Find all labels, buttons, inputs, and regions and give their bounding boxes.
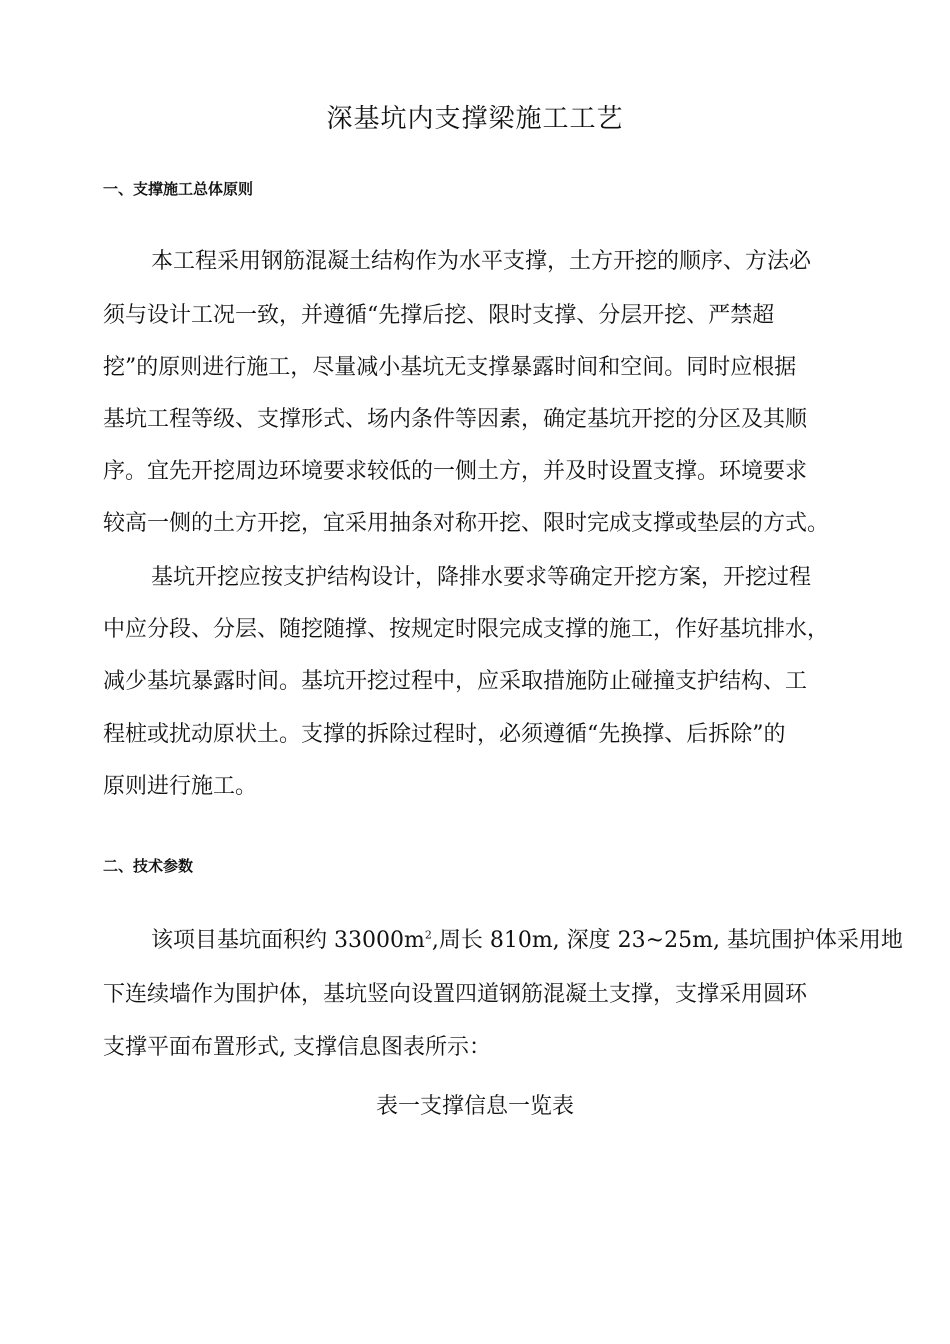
paragraph-line: 基坑开挖应按支护结构设计，降排水要求等确定开挖方案，开挖过程 — [151, 565, 812, 590]
paragraph-line: 支撑平面布置形式, 支撑信息图表所示： — [103, 1035, 491, 1060]
table-caption: 表一支撑信息一览表 — [375, 1094, 574, 1119]
paragraph-text: 该项目基坑面积约 33000m — [151, 928, 425, 953]
paragraph-line: 原则进行施工。 — [103, 774, 258, 799]
paragraph-line — [151, 926, 941, 956]
paragraph-line: 挖”的原则进行施工，尽量减小基坑无支撑暴露时间和空间。同时应根据 — [103, 355, 797, 380]
paragraph-line: 下连续墙作为围护体，基坑竖向设置四道钢筋混凝土支撑，支撑采用圆环 — [103, 982, 808, 1007]
paragraph-line: 减少基坑暴露时间。基坑开挖过程中，应采取措施防止碰撞支护结构、工 — [103, 669, 808, 694]
section-heading-1: 一、支撑施工总体原则 — [103, 180, 254, 198]
paragraph-line: 序。宜先开挖周边环境要求较低的一侧土方，并及时设置支撑。环境要求 — [103, 459, 808, 484]
paragraph-line: 较高一侧的土方开挖，宜采用抽条对称开挖、限时完成支撑或垫层的方式。 — [103, 511, 830, 536]
paragraph-text: ,周长 810m, 深度 23~25m, 基坑围护体采用地 — [431, 928, 903, 953]
section-heading-2: 二、技术参数 — [103, 857, 194, 875]
paragraph-line: 中应分段、分层、随挖随撑、按规定时限完成支撑的施工，作好基坑排水， — [103, 617, 830, 642]
document-title: 深基坑内支撑梁施工工艺 — [326, 104, 624, 134]
paragraph-line: 基坑工程等级、支撑形式、场内条件等因素，确定基坑开挖的分区及其顺 — [103, 407, 808, 432]
paragraph-line: 程桩或扰动原状土。支撑的拆除过程时，必须遵循“先换撑、后拆除”的 — [103, 722, 786, 747]
paragraph-line: 本工程采用钢筋混凝土结构作为水平支撑，土方开挖的顺序、方法必 — [151, 249, 812, 274]
paragraph-line: 须与设计工况一致，并遵循“先撑后挖、限时支撑、分层开挖、严禁超 — [103, 303, 775, 328]
superscript: 2 — [424, 928, 432, 942]
